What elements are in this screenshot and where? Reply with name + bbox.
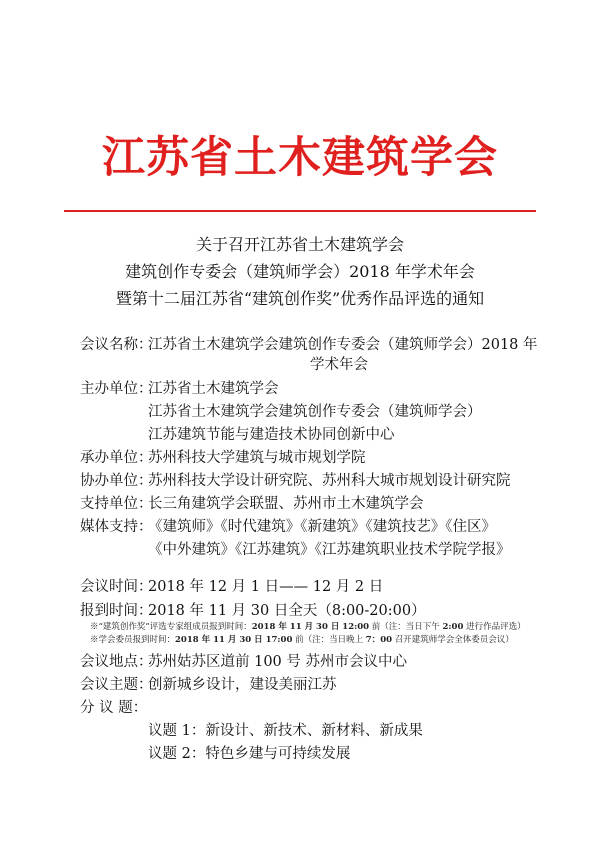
note-line: ※学会委员报到时间：2018 年 11 月 30 日 17:00 前（注：当日晚上 7：00 召开建筑师学会全体委员会议） bbox=[90, 635, 514, 645]
notice-title-line-1: 关于召开江苏省土木建筑学会 bbox=[195, 235, 404, 254]
host-label: 承办单位： bbox=[80, 450, 153, 466]
co-organizer-label: 协办单位： bbox=[80, 473, 153, 489]
co-organizer-value: 苏州科技大学设计研究院、苏州科大城市规划设计研究院 bbox=[148, 473, 511, 489]
organizers-label: 主办单位： bbox=[80, 381, 153, 397]
organizer-item: 江苏建筑节能与建造技术协同创新中心 bbox=[148, 427, 395, 443]
notice-title-line-3: 暨第十二届江苏省“建筑创作奖”优秀作品评选的通知 bbox=[115, 289, 485, 308]
supporter-value: 长三角建筑学会联盟、苏州市土木建筑学会 bbox=[148, 496, 424, 512]
subtopics-label: 分 议 题： bbox=[80, 700, 148, 716]
note-line: ※“建筑创作奖”评选专家组成员报到时间：2018 年 11 月 30 日 12:00 前（注：当日下午 2:00 进行作品评选） bbox=[90, 622, 526, 632]
meeting-name-label: 会议名称： bbox=[80, 337, 153, 353]
meeting-time-label: 会议时间： bbox=[80, 579, 153, 595]
meeting-name-value: 江苏省土木建筑学会建筑创作专委会（建筑师学会）2018 年 bbox=[148, 337, 538, 353]
venue-value: 苏州姑苏区道前 100 号 苏州市会议中心 bbox=[148, 654, 408, 670]
media-value: 《建筑师》《时代建筑》《新建筑》《建筑技艺》《住区》 bbox=[148, 519, 496, 535]
organization-header: 江苏省土木建筑学会 bbox=[102, 133, 498, 183]
supporter-label: 支持单位： bbox=[80, 496, 153, 512]
meeting-time-value: 2018 年 12 月 1 日—— 12 月 2 日 bbox=[148, 579, 384, 595]
subtopic-item: 议题 1：新设计、新技术、新材料、新成果 bbox=[148, 723, 423, 739]
header-divider bbox=[64, 210, 536, 212]
media-value-cont: 《中外建筑》《江苏建筑》《江苏建筑职业技术学院学报》 bbox=[148, 542, 511, 558]
theme-label: 会议主题： bbox=[80, 677, 153, 693]
organizer-item: 江苏省土木建筑学会建筑创作专委会（建筑师学会） bbox=[148, 404, 482, 420]
media-label: 媒体支持： bbox=[80, 519, 153, 535]
organizer-item: 江苏省土木建筑学会 bbox=[148, 381, 279, 397]
register-time-label: 报到时间： bbox=[80, 603, 153, 619]
subtopic-item: 议题 2：特色乡建与可持续发展 bbox=[148, 746, 351, 762]
host-value: 苏州科技大学建筑与城市规划学院 bbox=[148, 450, 366, 466]
register-time-value: 2018 年 11 月 30 日全天（8:00-20:00） bbox=[148, 603, 426, 619]
venue-label: 会议地点： bbox=[80, 654, 153, 670]
notice-title-line-2: 建筑创作专委会（建筑师学会）2018 年学术年会 bbox=[125, 262, 475, 281]
meeting-name-value-cont: 学术年会 bbox=[310, 357, 368, 373]
theme-value: 创新城乡设计，建设美丽江苏 bbox=[148, 677, 337, 693]
